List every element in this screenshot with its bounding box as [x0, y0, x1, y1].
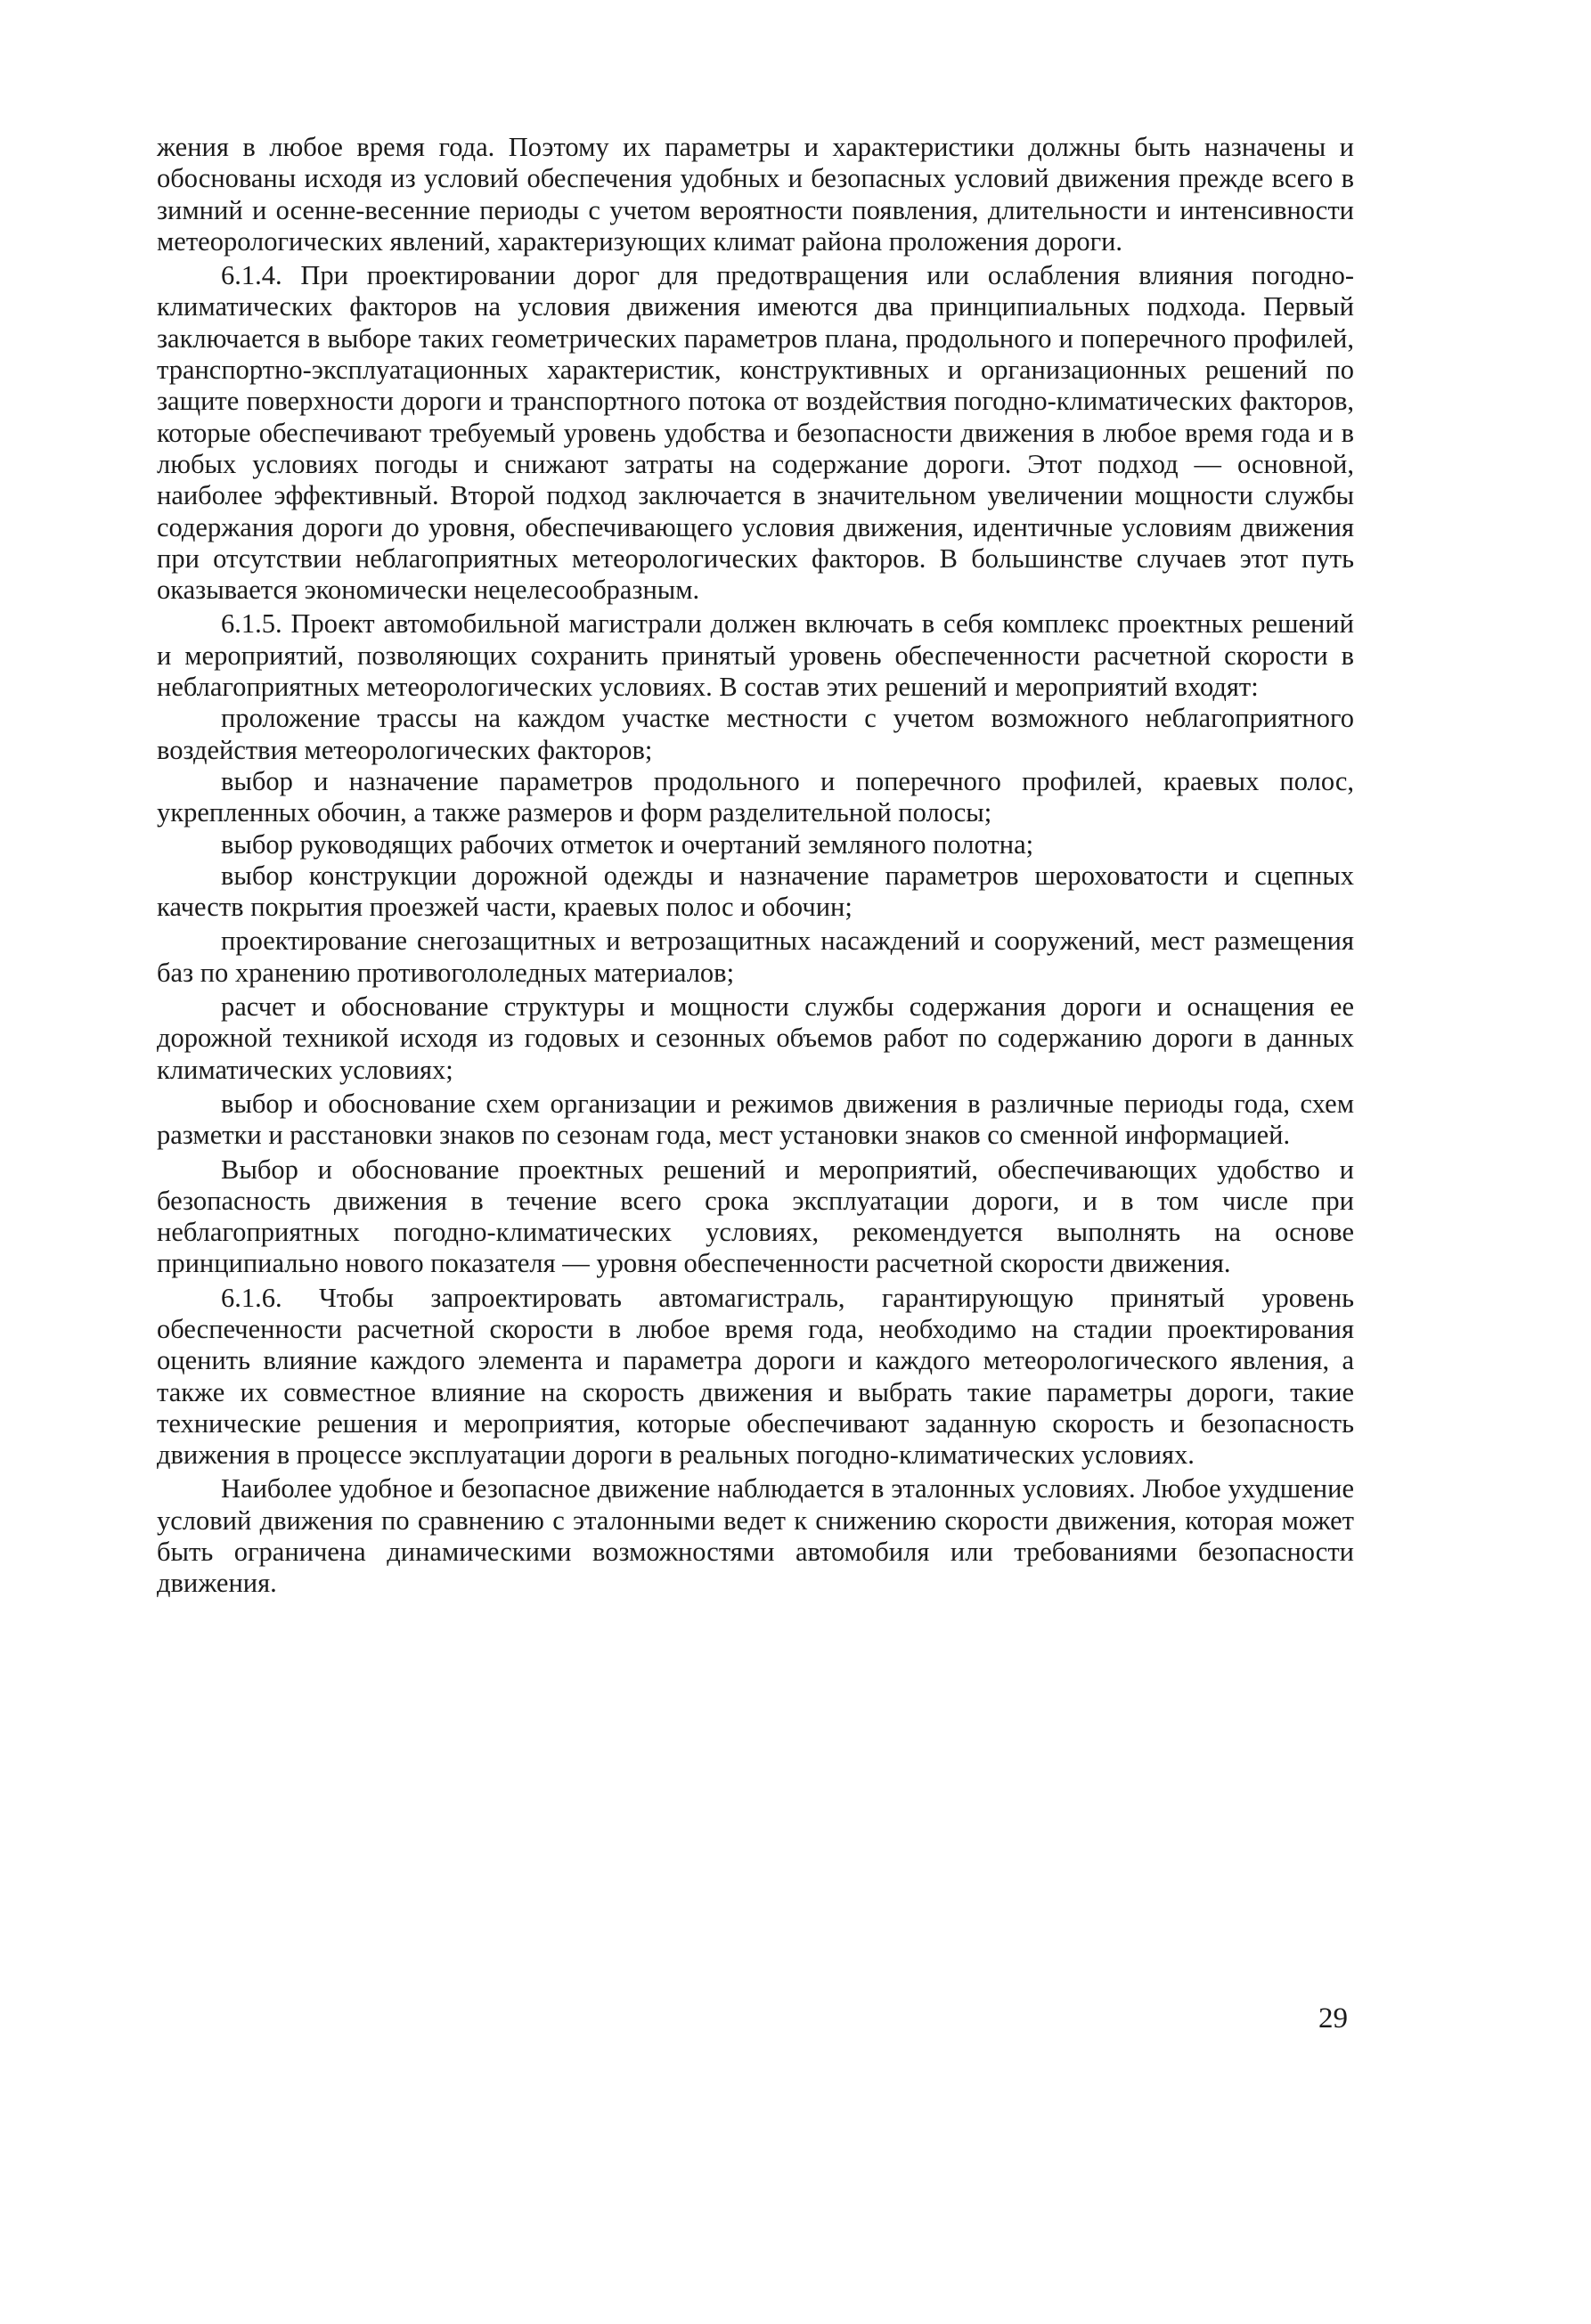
page-number: 29 [1318, 2002, 1348, 2035]
paragraph-design-recommendation: Выбор и обоснование проектных решений и мероприятий, обеспечивающих удобство и безопасность движения в течение всего срока эксплуатации дороги, и в том числе при неблагоприятных погодно-климатических условиях, рекомендуется выполнять на основе принципиально нового показателя — уровня обеспеченности расчетной скорости движения. [157, 1154, 1354, 1279]
list-item-working-marks: выбор руководящих рабочих отметок и очертаний земляного полотна; [221, 828, 1034, 860]
list-item-snow-protection: проектирование снегозащитных и ветрозащитных насаждений и сооружений, мест размещения баз по хранению противогололедных материалов; [157, 926, 1354, 988]
paragraph-reference-conditions: Наиболее удобное и безопасное движение наблюдается в эталонных условиях. Любое ухудшение условий движения по сравнению с эталонными ведет к снижению скорости движения, которая может быть ограничена динамическими возможностями автомобиля или требованиями безопасности движения. [157, 1473, 1354, 1599]
list-item-maintenance-service: расчет и обоснование структуры и мощности службы содержания дороги и оснащения ее дорожной техникой исходя из годовых и сезонных объемов работ по содержанию дороги в данных климатических условиях; [157, 991, 1354, 1085]
page-body [157, 132, 1354, 1600]
list-item-route-laying: проложение трассы на каждом участке местности с учетом возможного неблагоприятного воздействия метеорологических факторов; [157, 703, 1354, 765]
list-item-pavement-design: выбор конструкции дорожной одежды и назначение параметров шероховатости и сцепных качеств покрытия проезжей части, краевых полос и обочин; [157, 860, 1354, 923]
paragraph-6-1-6: 6.1.6. Чтобы запроектировать автомагистраль, гарантирующую принятый уровень обеспеченности расчетной скорости в любое время года, необходимо на стадии проектирования оценить влияние каждого элемента и параметра дороги и каждого метеорологического явления, а также их совместное влияние на скорость движения и выбрать такие параметры дороги, такие технические решения и мероприятия, которые обеспечивают заданную скорость и безопасность движения в процессе эксплуатации дороги в реальных погодно-климатических условиях. [157, 1282, 1354, 1471]
paragraph-6-1-4: 6.1.4. При проектировании дорог для предотвращения или ослабления влияния погодно-климатических факторов на условия движения имеются два принципиальных подхода. Первый заключается в выборе таких геометрических параметров плана, продольного и поперечного профилей, транспортно-эксплуатационных характеристик, конструктивных и организационных решений по защите поверхности дороги и транспортного потока от воздействия погодно-климатических факторов, которые обеспечивают требуемый уровень удобства и безопасности движения в любое время года и в любых условиях погоды и снижают затраты на содержание дороги. Этот подход — основной, наиболее эффективный. Второй подход заключается в значительном увеличении мощности службы содержания дороги до уровня, обеспечивающего условия движения, идентичные условиям движения при отсутствии неблагоприятных метеорологических факторов. В большинстве случаев этот путь оказывается экономически нецелесообразным. [157, 260, 1354, 606]
list-item-profile-parameters: выбор и назначение параметров продольного и поперечного профилей, краевых полос, укрепленных обочин, а также размеров и форм разделительной полосы; [157, 765, 1354, 828]
list-item-traffic-schemes: выбор и обоснование схем организации и режимов движения в различные периоды года, схем разметки и расстановки знаков по сезонам года, мест установки знаков со сменной информацией. [157, 1088, 1354, 1151]
paragraph-6-1-5: 6.1.5. Проект автомобильной магистрали должен включать в себя комплекс проектных решений и мероприятий, позволяющих сохранить принятый уровень обеспеченности расчетной скорости в неблагоприятных метеорологических условиях. В состав этих решений и мероприятий входят: [157, 608, 1354, 703]
paragraph-continuation: жения в любое время года. Поэтому их параметры и характеристики должны быть назначены и обоснованы исходя из условий обеспечения удобных и безопасных условий движения прежде всего в зимний и осенне-весенние периоды с учетом вероятности появления, длительности и интенсивности метеорологических явлений, характеризующих климат района проложения дороги. [157, 132, 1354, 257]
